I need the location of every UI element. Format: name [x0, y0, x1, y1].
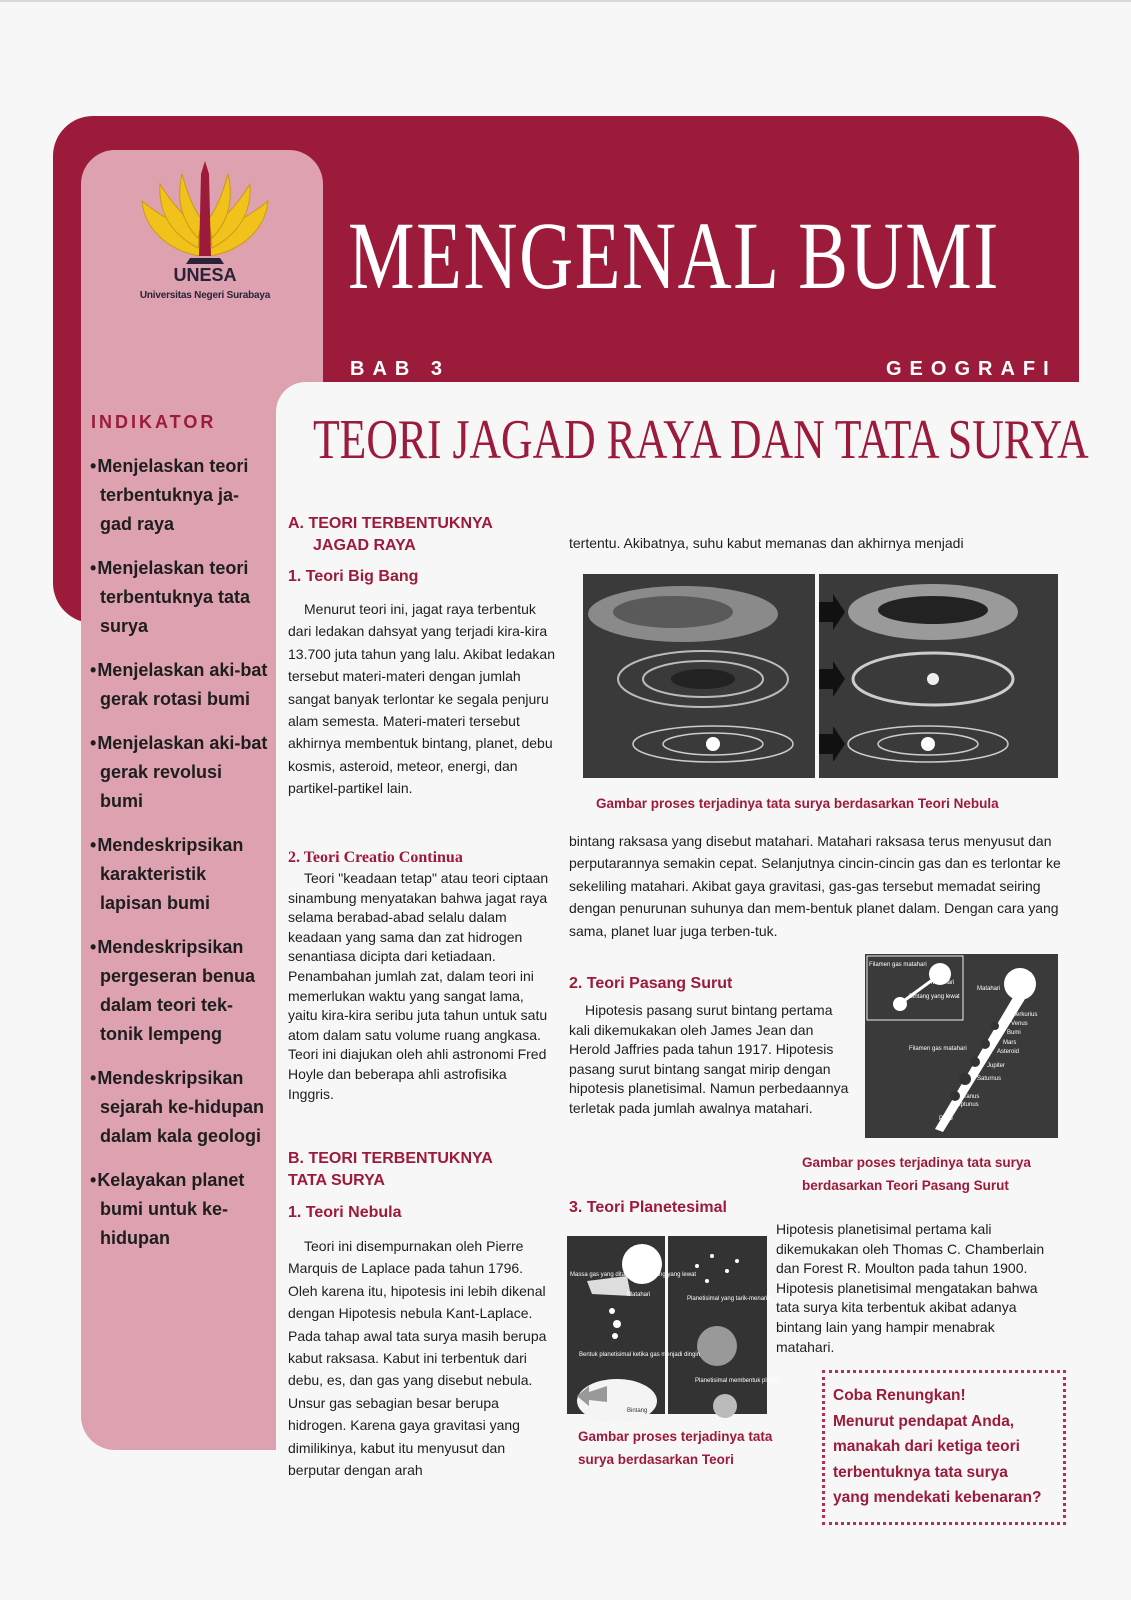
indicator-item: • Kelayakan planet bumi untuk ke-hidupan [88, 1166, 268, 1253]
big-bang-text: Menurut teori ini, jagat raya terbentuk dari ledakan dahsyat yang terjadi kira-kira 13.700 juta tahun yang lalu. Akibat ledakan tersebut materi-materi dengan jumlah sangat banyak terlontar ke segala penjuru alam semesta. Materi-materi tersebut akhirnya membentuk bintang, planet, debu kosmis, asteroid, meteor, energi, dan partikel-partikel lain. [288, 601, 555, 797]
planet-label: Bintang [627, 1408, 648, 1414]
pasang-label: Filamen gas matahari [909, 1046, 967, 1052]
pasang-surut-text: Hipotesis pasang surut bintang pertama kali dikemukakan oleh James Jean dan Herold Jaffries pada tahun 1917. Hipotesis pasang surut bintang sangat mirip dengan hipotesis planetisimal. Namun perbedaannya terletak pada jumlah awalnya matahari. [569, 1002, 849, 1116]
pasang-label: Bintang yang lewat [909, 994, 960, 1000]
callout-line: Menurut pendapat Anda, [833, 1412, 1015, 1430]
pasang-label: Pluto [939, 1116, 953, 1122]
logo-subtitle: Universitas Negeri Surabaya [139, 290, 271, 301]
indicator-item: • Menjelaskan teori terbentuknya ja-gad raya [88, 452, 268, 539]
subject-label: GEOGRAFI [886, 358, 1057, 380]
pasang-surut-diagram [865, 954, 1058, 1138]
planet-label: Planetisimal membentuk planet [695, 1378, 779, 1384]
indicator-title: INDIKATOR [91, 412, 217, 432]
pasang-label: Matahari [931, 980, 955, 986]
heading-pasang-surut: 2. Teori Pasang Surut [569, 975, 733, 992]
caption-pasang-surut: Gambar poses terjadinya tata surya berdasarkan Teori Pasang Surut [802, 1155, 1031, 1193]
nebula-text-continued: bintang raksasa yang disebut matahari. Matahari raksasa terus menyusut dan perputarannya semakin cepat. Selanjutnya cincin-cincin gas dan es terlontar ke sekeliling matahari. Akibat gaya gravitasi, gas-gas tersebut memadat seiring dengan penurunan suhunya dan mem-bentuk planet dalam. Dengan cara yang sama, planet luar juga terben-tuk. [569, 833, 1061, 939]
nebula-diagram [583, 574, 1058, 778]
section-title: TEORI JAGAD RAYA DAN TATA SURYA [313, 409, 1089, 471]
nebula-continuation: tertentu. Akibatnya, suhu kabut memanas dan akhirnya menjadi [569, 535, 964, 551]
reflection-callout [822, 1370, 1066, 1525]
pasang-label: Merkurius [1011, 1012, 1038, 1018]
pasang-label: Venus [1011, 1021, 1028, 1027]
creatio-continua-text: Teori "keadaan tetap" atau teori ciptaan sinambung menyatakan bahwa jagat raya selama berabad-abad selalu dalam keadaan yang sama dan zat hidrogen senantiasa dicipta dari ketiadaan. Penambahan jumlah zat, dalam teori ini memerlukan waktu yang sangat lama, yaitu kira-kira seribu juta tahun untuk satu atom dalam satu volume ruang angkasa. Teori ini diajukan oleh ahli astronomi Fred Hoyle dan beberapa ahli astrofisika Inggris. [288, 870, 549, 1102]
caption-planetesimal: Gambar proses terjadinya tata surya berdasarkan Teori [578, 1429, 773, 1467]
heading-big-bang: 1. Teori Big Bang [288, 568, 419, 585]
callout-line: manakah dari ketiga teori [833, 1438, 1020, 1455]
heading-planetesimal: 3. Teori Planetesimal [569, 1199, 727, 1216]
pasang-label: Asteroid [997, 1049, 1020, 1055]
pasang-label: Uranus [960, 1094, 980, 1100]
indicator-item: • Menjelaskan aki-bat gerak rotasi bumi [88, 656, 268, 714]
indicator-item: • Mendeskripsikan pergeseran benua dalam teori tek-tonik lempeng [88, 933, 268, 1049]
pasang-label: Matahari [977, 986, 1001, 992]
caption-nebula: Gambar proses terjadinya tata surya berdasarkan Teori Nebula [596, 796, 999, 811]
planetesimal-text: Hipotesis planetisimal pertama kali dikemukakan oleh Thomas C. Chamberlain dan Forest R. Moulton pada tahun 1900. Hipotesis planetisimal mengatakan bahwa tata surya kita terbentuk akibat adanya bintang lain yang hampir menabrak matahari. [776, 1221, 1045, 1355]
callout-line: Coba Renungkan! [833, 1387, 966, 1404]
indicator-item: • Mendeskripsikan karakteristik lapisan bumi [88, 831, 268, 918]
pasang-surut-diagram-icon [865, 954, 1058, 1138]
planet-label: Massa gas yang ditarik oleh bintang yang lewat [570, 1272, 697, 1278]
heading-a-line1: A. TEORI TERBENTUKNYA [288, 515, 493, 532]
main-title: MENGENAL BUMI [348, 202, 1000, 309]
indicator-item: • Menjelaskan teori terbentuknya tata surya [88, 554, 268, 641]
pasang-label: Saturnus [977, 1076, 1002, 1082]
planetesimal-diagram [567, 1236, 779, 1414]
top-border-line [0, 0, 1131, 2]
pasang-label: Jupiter [987, 1063, 1006, 1069]
nebula-diagram-icon [583, 574, 1058, 778]
pasang-label: Neptunus [953, 1102, 979, 1108]
pasang-label: Bumi [1007, 1030, 1021, 1036]
callout-line: terbentuknya tata surya [833, 1463, 1008, 1481]
planet-label: Bentuk planetisimal ketika gas menjadi dingin [579, 1352, 701, 1358]
heading-b-line2: TATA SURYA [288, 1172, 385, 1189]
indicator-item: • Mendeskripsikan sejarah ke-hidupan dalam kala geologi [88, 1064, 268, 1151]
planet-label: Planetisimal yang tarik-menarik [687, 1296, 771, 1302]
pasang-label: Mars [1003, 1040, 1017, 1046]
callout-line: yang mendekati kebenaran? [833, 1489, 1042, 1506]
indicator-item: • Menjelaskan aki-bat gerak revolusi bumi [88, 729, 268, 816]
planet-label: Matahari [627, 1292, 651, 1298]
heading-b-line1: B. TEORI TERBENTUKNYA [288, 1150, 493, 1167]
heading-nebula: 1. Teori Nebula [288, 1204, 402, 1221]
heading-creatio-continua: 2. Teori Creatio Continua [288, 849, 463, 866]
pasang-label: Filamen gas matahari [869, 962, 927, 968]
logo-name: UNESA [173, 265, 237, 285]
indicator-list [88, 452, 268, 1268]
planetesimal-diagram-icon [567, 1236, 779, 1414]
chapter-label: BAB 3 [350, 358, 451, 380]
heading-a-line2: JAGAD RAYA [313, 537, 416, 554]
nebula-text: Teori ini disempurnakan oleh Pierre Marquis de Laplace pada tahun 1796. Oleh karena itu, hipotesis ini lebih dikenal dengan Hipotesis nebula Kant-Laplace. Pada tahap awal tata surya masih berupa kabut raksasa. Kabut ini terbentuk dari debu, es, dan gas yang disebut nebula. Unsur gas sebagian besar berupa hidrogen. Karena gaya gravitasi yang dimilikinya, kabut itu menyusut dan berputar dengan arah [288, 1238, 547, 1479]
